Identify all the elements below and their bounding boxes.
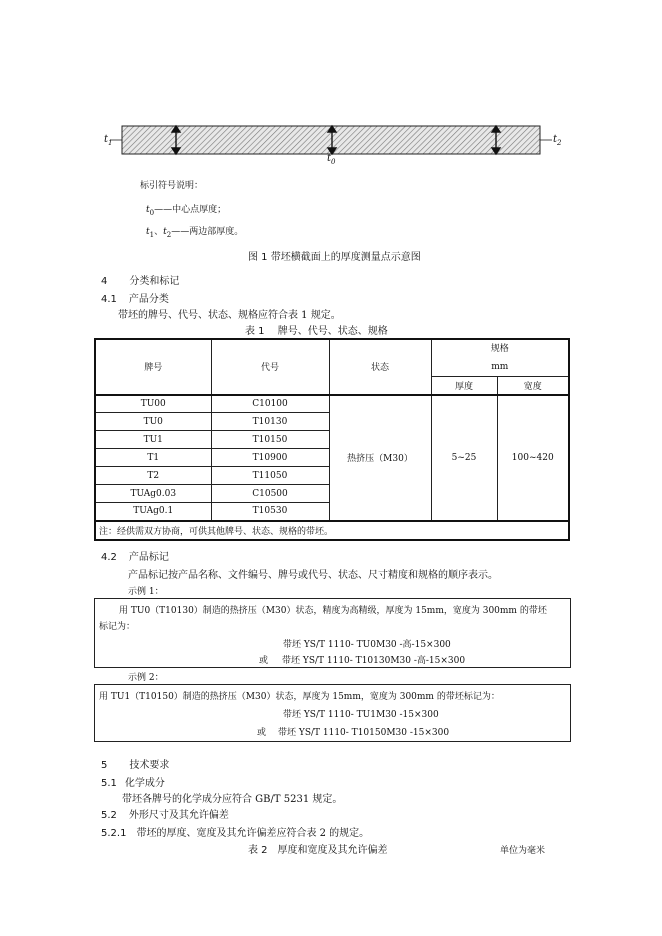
- table-cell-grade: TUAg0.1: [95, 503, 211, 521]
- th-width: 宽度: [497, 377, 569, 395]
- table-cell-grade: T2: [95, 467, 211, 485]
- table-cell-grade: TU00: [95, 395, 211, 413]
- section41-heading: 4.1 产品分类: [101, 294, 169, 305]
- label-t0: $t_0$: [327, 153, 336, 166]
- section52-heading: 5.2 外形尺寸及其允许偏差: [101, 810, 229, 821]
- th-state: 状态: [329, 339, 431, 395]
- table1-note: 注：经供需双方协商，可供其他牌号、状态、规格的带坯。: [95, 521, 569, 540]
- table1-title: 表 1 牌号、代号、状态、规格: [245, 326, 388, 337]
- table-cell-grade: TU1: [95, 431, 211, 449]
- example2-line1: 用 TU1（T10150）制造的热挤压（M30）状态，厚度为 15mm，宽度为 300mm 的带坯标记为：: [99, 692, 500, 702]
- table-cell-thickness: 5~25: [431, 395, 497, 521]
- example1-box: [94, 598, 571, 668]
- table-cell-code: T10130: [211, 413, 329, 431]
- table2-title: 表 2 厚度和宽度及其允许偏差: [248, 845, 388, 856]
- section521-text: 5.2.1 带坯的厚度、宽度及其允许偏差应符合表 2 的规定。: [101, 828, 370, 839]
- table-cell-grade: T1: [95, 449, 211, 467]
- section51-text: 带坯各牌号的化学成分应符合 GB/T 5231 规定。: [122, 794, 343, 805]
- figure-caption: 图 1 带坯横截面上的厚度测量点示意图: [248, 252, 421, 263]
- example1-mark2: 或 带坯 YS/T 1110- T10130M30 -高-15×300: [259, 656, 466, 666]
- section41-text: 带坯的牌号、代号、状态、规格应符合表 1 规定。: [118, 310, 341, 321]
- table-cell-grade: TUAg0.03: [95, 485, 211, 503]
- example1-line1: 用 TU0（T10130）制造的热挤压（M30）状态，精度为高精级，厚度为 15mm，宽度为 300mm 的带坯: [119, 606, 547, 616]
- table-cell-code: T11050: [211, 467, 329, 485]
- example1-label: 示例 1：: [128, 587, 164, 597]
- example2-mark2: 或 带坯 YS/T 1110- T10150M30 -15×300: [257, 728, 450, 738]
- table-cell-code: C10500: [211, 485, 329, 503]
- section51-heading: 5.1 化学成分: [101, 778, 165, 789]
- legend-t0: $t_0——$中心点厚度；: [146, 205, 227, 217]
- section42-heading: 4.2 产品标记: [101, 552, 169, 563]
- label-t2: $t_2$: [553, 134, 562, 147]
- table-cell-grade: TU0: [95, 413, 211, 431]
- table-cell-code: T10530: [211, 503, 329, 521]
- table-cell-code: C10100: [211, 395, 329, 413]
- table-cell-width: 100~420: [497, 395, 569, 521]
- th-code: 代号: [211, 339, 329, 395]
- th-grade: 牌号: [95, 339, 211, 395]
- example2-box: [94, 684, 571, 742]
- section42-text: 产品标记按产品名称、文件编号、牌号或代号、状态、尺寸精度和规格的顺序表示。: [128, 570, 498, 581]
- legend-t1-t2: $t_1$、$t_2——$两边部厚度。: [146, 227, 244, 239]
- table-cell-code: T10150: [211, 431, 329, 449]
- example1-line2: 标记为：: [99, 622, 136, 632]
- section4-heading: 4 分类和标记: [101, 276, 180, 287]
- section5-heading: 5 技术要求: [101, 760, 170, 771]
- th-thickness: 厚度: [431, 377, 497, 395]
- th-spec: 规格 mm: [431, 339, 569, 377]
- table-cell-state: 热挤压（M30）: [329, 395, 431, 521]
- label-t1: $t_1$: [104, 134, 113, 147]
- legend-title: 标引符号说明：: [140, 181, 204, 191]
- example2-mark1: 带坯 YS/T 1110- TU1M30 -15×300: [283, 710, 439, 720]
- table2-unit: 单位为毫米: [500, 846, 546, 856]
- example1-mark1: 带坯 YS/T 1110- TU0M30 -高-15×300: [283, 640, 451, 650]
- example2-label: 示例 2：: [128, 673, 164, 683]
- table-cell-code: T10900: [211, 449, 329, 467]
- table1: [94, 338, 570, 541]
